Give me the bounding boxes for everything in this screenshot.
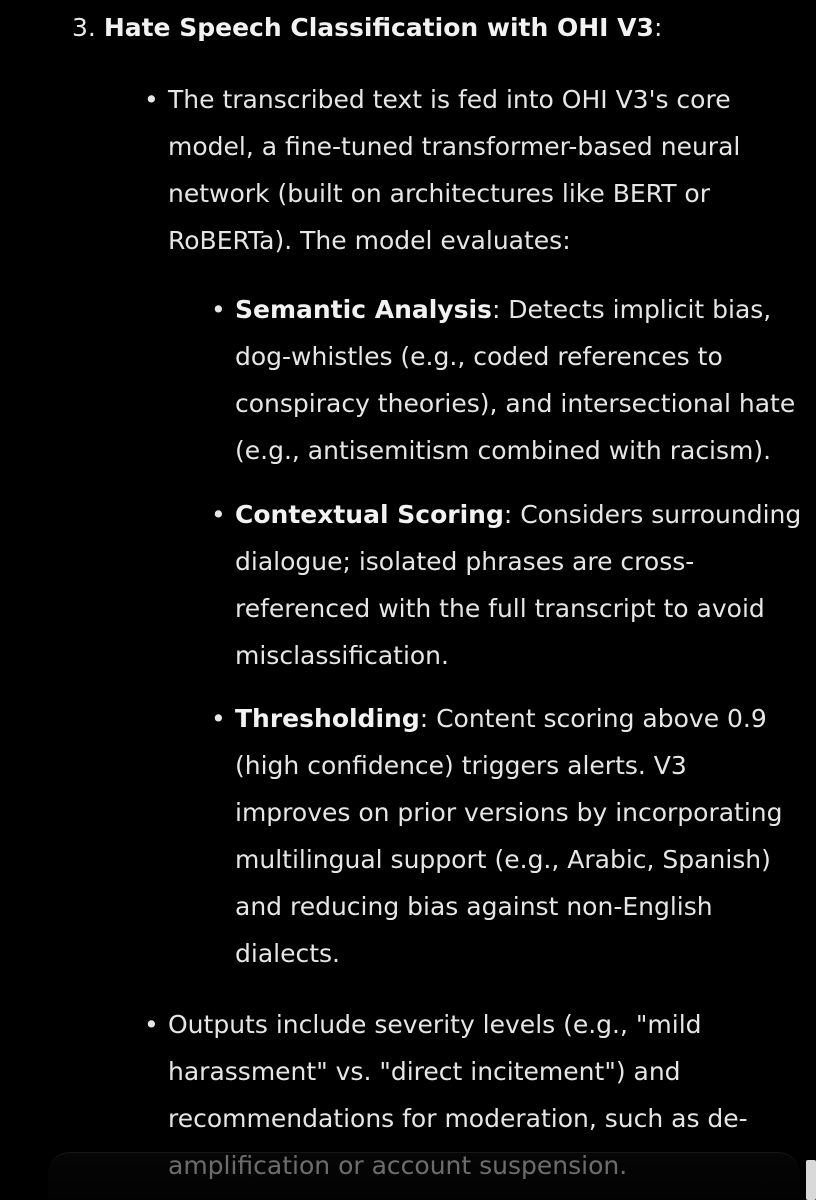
bottom-input-bar[interactable] — [48, 1152, 800, 1200]
text-line: and reducing bias against non-English — [235, 892, 713, 921]
section-number: 3. — [72, 13, 96, 42]
text-line: dog-whistles (e.g., coded references to — [235, 342, 723, 371]
list-item-contextual-scoring — [211, 491, 807, 679]
term-label: Semantic Analysis — [235, 295, 492, 324]
section-heading — [72, 8, 662, 48]
text-line: dialogue; isolated phrases are cross- — [235, 547, 695, 576]
list-item-intro — [144, 76, 798, 264]
list-item-thresholding — [211, 695, 807, 977]
text-line: The transcribed text is fed into OHI V3's core — [168, 85, 731, 114]
bullet-marker: • — [211, 295, 226, 324]
text-line: (high confidence) triggers alerts. V3 — [235, 751, 687, 780]
bullet-marker: • — [211, 704, 226, 733]
text-line: referenced with the full transcript to avoid — [235, 594, 765, 623]
text-line: improves on prior versions by incorporating — [235, 798, 783, 827]
text-line: Outputs include severity levels (e.g., "mild — [168, 1010, 702, 1039]
text-line: Contextual Scoring: Considers surrounding — [235, 500, 802, 529]
text-line: misclassification. — [235, 641, 449, 670]
term-label: Contextual Scoring — [235, 500, 504, 529]
text-line: conspiracy theories), and intersectional hate — [235, 389, 796, 418]
section-colon: : — [653, 13, 663, 42]
text-line: network (built on architectures like BERT or — [168, 179, 711, 208]
section-title: Hate Speech Classification with OHI V3 — [103, 13, 654, 42]
text-line: Semantic Analysis: Detects implicit bias, — [235, 295, 772, 324]
text-line: dialects. — [235, 939, 340, 968]
text-line: model, a fine-tuned transformer-based neural — [168, 132, 741, 161]
text-line: multilingual support (e.g., Arabic, Spanish) — [235, 845, 771, 874]
scrollbar-thumb[interactable] — [806, 1160, 816, 1200]
bullet-marker: • — [144, 85, 159, 114]
bullet-marker: • — [211, 500, 226, 529]
bullet-marker: • — [144, 1010, 159, 1039]
text-line: (e.g., antisemitism combined with racism). — [235, 436, 772, 465]
text-line: recommendations for moderation, such as de- — [168, 1104, 748, 1133]
term-label: Thresholding — [235, 704, 420, 733]
text-line: RoBERTa). The model evaluates: — [168, 226, 571, 255]
text-line: Thresholding: Content scoring above 0.9 — [235, 704, 767, 733]
list-item-semantic-analysis — [211, 286, 807, 474]
text-line: harassment" vs. "direct incitement") and — [168, 1057, 681, 1086]
